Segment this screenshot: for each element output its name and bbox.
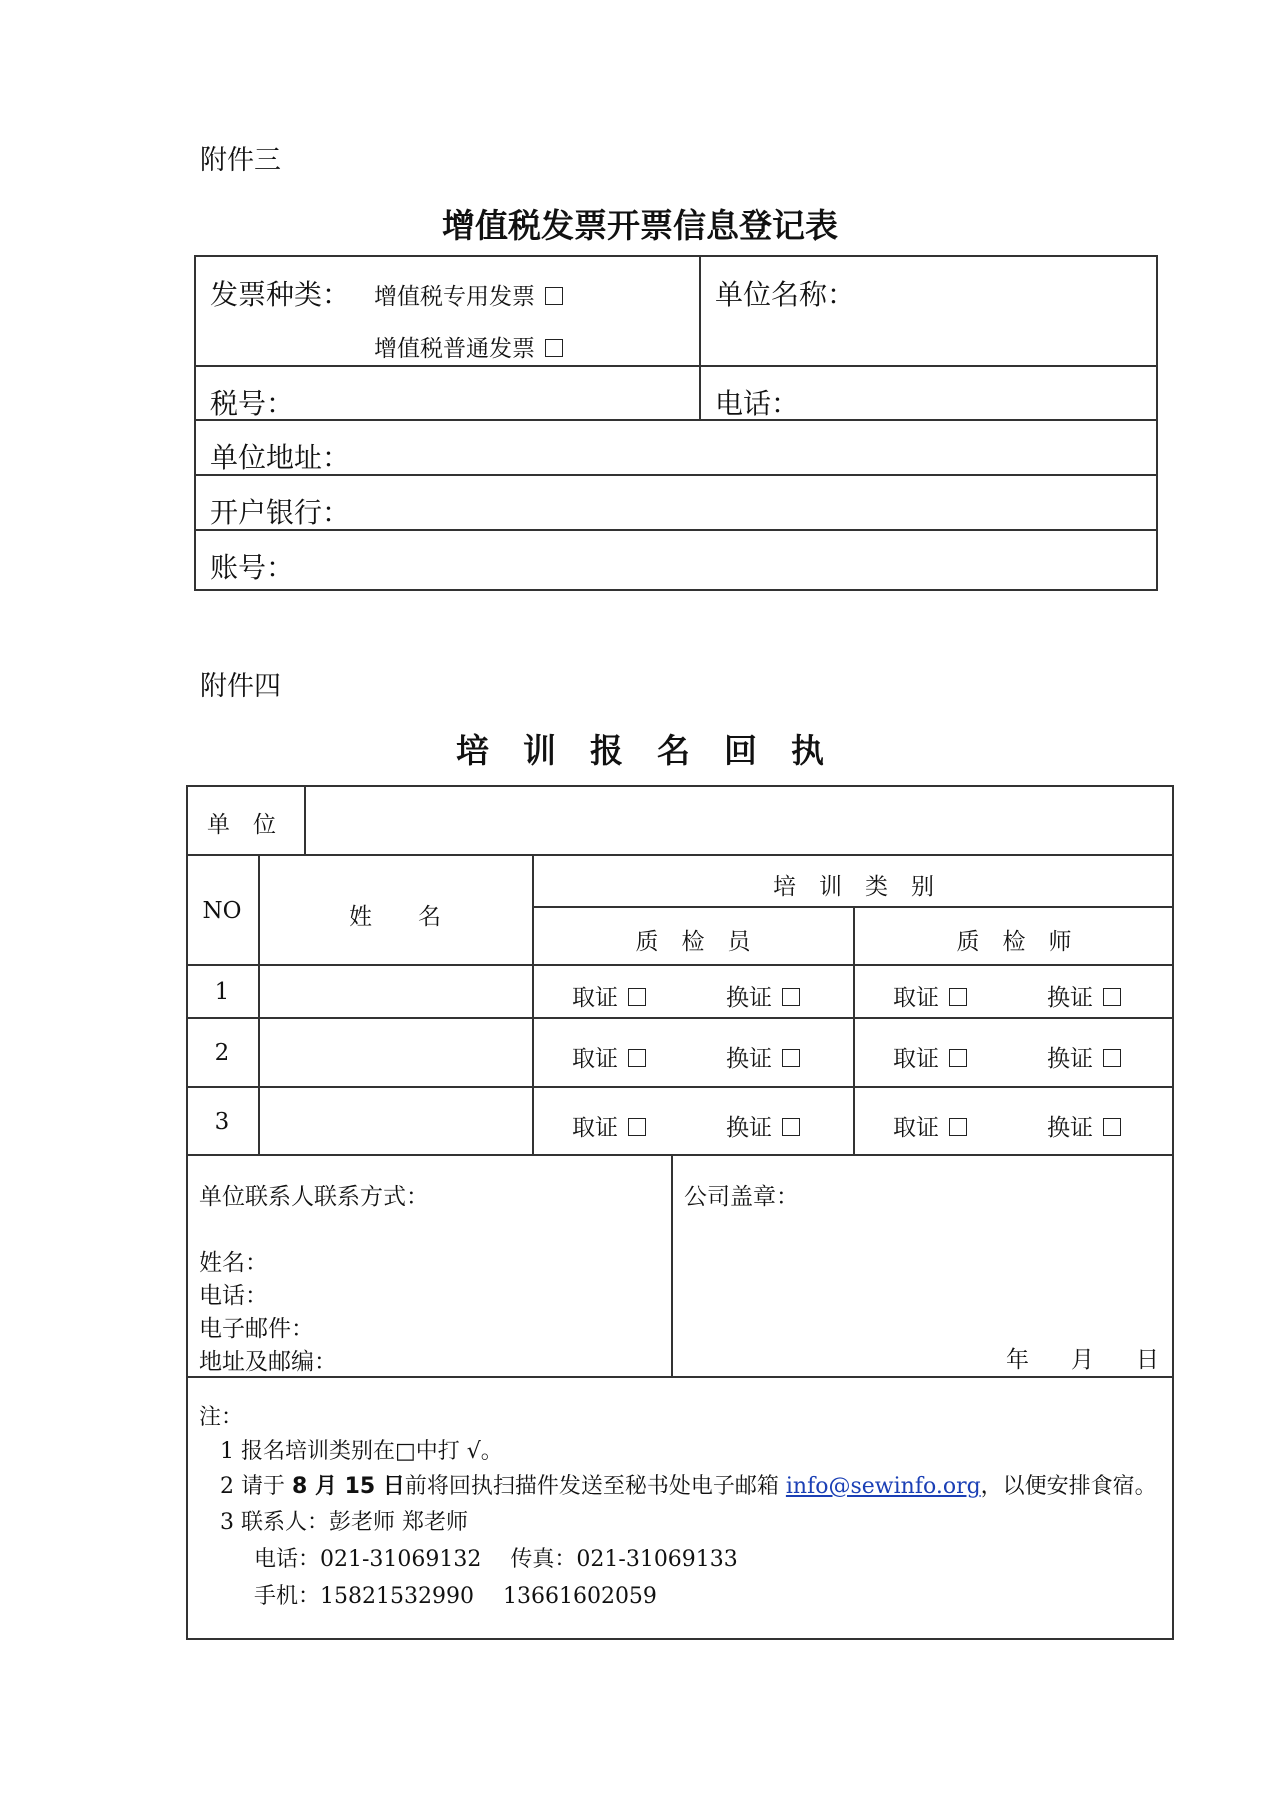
qc-engineer-header: 质 检 师 — [956, 929, 1072, 955]
row-3-name-input[interactable] — [260, 1088, 531, 1153]
deadline-date: 8 月 15 日 — [291, 1474, 405, 1499]
row-1-inspector-obtain[interactable]: 取证 — [572, 979, 646, 1012]
row-3-engineer-obtain[interactable]: 取证 — [893, 1109, 967, 1142]
row-2-inspector-renew[interactable]: 换证 — [726, 1040, 800, 1073]
attachment4-heading: 附件四 — [200, 671, 281, 702]
notes-label: 注： — [199, 1405, 244, 1430]
company-stamp-label: 公司盖章： — [684, 1184, 799, 1210]
address-label: 单位地址： — [210, 441, 351, 474]
option-special-invoice[interactable] — [374, 278, 563, 311]
contact-email-label: 电子邮件： — [199, 1316, 314, 1342]
row-3-inspector-renew[interactable]: 换证 — [726, 1109, 800, 1142]
contact-heading: 单位联系人联系方式： — [199, 1184, 429, 1210]
unit-input[interactable] — [306, 787, 1172, 853]
option-special-label: 增值税专用发票 — [374, 284, 535, 310]
row-2-name-input[interactable] — [260, 1019, 531, 1085]
name-header: 姓 名 — [349, 904, 441, 930]
checkbox[interactable] — [949, 1049, 967, 1067]
row-2-engineer-renew[interactable]: 换证 — [1047, 1040, 1121, 1073]
row-2-engineer-obtain[interactable]: 取证 — [893, 1040, 967, 1073]
invoice-type-label: 发票种类： — [210, 278, 351, 311]
checkbox[interactable] — [949, 1118, 967, 1136]
invoice-form-title: 增值税发票开票信息登记表 — [442, 206, 838, 245]
row-1-name-input[interactable] — [260, 966, 531, 1016]
checkbox-general-invoice[interactable] — [545, 339, 563, 357]
row-1-inspector-renew[interactable]: 换证 — [726, 979, 800, 1012]
contact-mobile-line: 手机：15821532990 13661602059 — [254, 1584, 657, 1609]
company-name-label: 单位名称： — [715, 278, 856, 311]
checkbox[interactable] — [782, 1049, 800, 1067]
bank-label: 开户银行： — [210, 496, 351, 529]
row-1-engineer-renew[interactable]: 换证 — [1047, 979, 1121, 1012]
no-header: NO — [202, 898, 242, 924]
attachment3-heading: 附件三 — [200, 145, 281, 176]
date-month: 月 — [1071, 1347, 1094, 1373]
phone-label: 电话： — [715, 387, 800, 420]
registration-form-title: 培训报名回执 — [456, 731, 858, 770]
contact-tel-line: 电话：021-31069132 传真：021-31069133 — [254, 1547, 738, 1572]
category-header: 培 训 类 别 — [773, 874, 934, 900]
contact-phone-label: 电话： — [199, 1283, 268, 1309]
checkbox[interactable] — [782, 1118, 800, 1136]
row-1-engineer-obtain[interactable]: 取证 — [893, 979, 967, 1012]
row-2-inspector-obtain[interactable]: 取证 — [572, 1040, 646, 1073]
email-link[interactable]: info@sewinfo.org — [785, 1474, 981, 1499]
note-2: 2 请于 8 月 15 日前将回执扫描件发送至秘书处电子邮箱 info@sewinfo.org，以便安排食宿。 — [220, 1474, 1157, 1499]
checkbox[interactable] — [1103, 1049, 1121, 1067]
unit-label: 单 位 — [207, 812, 276, 838]
checkbox[interactable] — [1103, 988, 1121, 1006]
row-3-engineer-renew[interactable]: 换证 — [1047, 1109, 1121, 1142]
checkbox[interactable] — [1103, 1118, 1121, 1136]
contact-name-label: 姓名： — [199, 1250, 268, 1276]
account-label: 账号： — [210, 551, 295, 584]
note-1: 1 报名培训类别在□中打 √。 — [220, 1439, 503, 1464]
checkbox[interactable] — [949, 988, 967, 1006]
row-2-no: 2 — [214, 1040, 230, 1066]
row-3-inspector-obtain[interactable]: 取证 — [572, 1109, 646, 1142]
checkbox[interactable] — [782, 988, 800, 1006]
checkbox[interactable] — [628, 1049, 646, 1067]
checkbox[interactable] — [628, 1118, 646, 1136]
date-day: 日 — [1136, 1347, 1159, 1373]
checkbox-special-invoice[interactable] — [545, 287, 563, 305]
row-3-no: 3 — [214, 1109, 230, 1135]
tax-id-label: 税号： — [210, 387, 295, 420]
note-3: 3 联系人：彭老师 郑老师 — [220, 1510, 468, 1535]
row-1-no: 1 — [214, 979, 230, 1005]
date-year: 年 — [1006, 1347, 1029, 1373]
checkbox[interactable] — [628, 988, 646, 1006]
contact-address-label: 地址及邮编： — [199, 1349, 337, 1375]
option-general-label: 增值税普通发票 — [374, 336, 535, 362]
inspector-header: 质 检 员 — [635, 929, 751, 955]
option-general-invoice[interactable] — [374, 330, 563, 363]
